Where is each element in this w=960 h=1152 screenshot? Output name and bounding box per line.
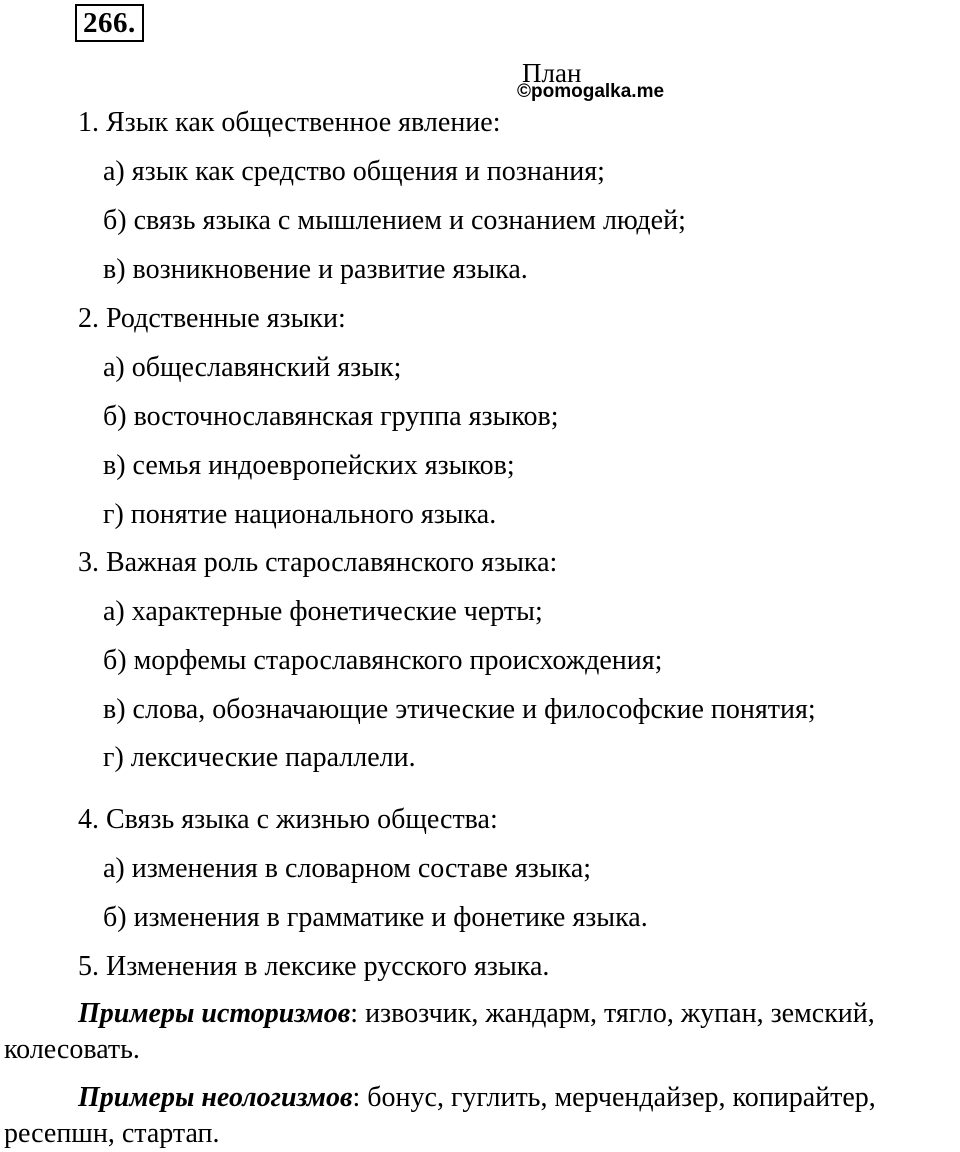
section-1-item-a: а) язык как средство общения и познания; xyxy=(103,156,605,187)
neologisms-term: Примеры неологизмов xyxy=(78,1082,353,1113)
plan-title: План xyxy=(522,58,582,88)
watermark: ©pomogalka.me xyxy=(517,81,665,102)
section-4-title: 4. Связь языка с жизнью общества: xyxy=(78,804,498,835)
section-2-item-d: г) понятие национального языка. xyxy=(103,499,497,530)
historisms-list: : извозчик, жандарм, тягло, жупан, земский, колесовать. xyxy=(4,998,875,1065)
section-3-item-c: в) слова, обозначающие этические и философские понятия; xyxy=(103,694,816,725)
section-2-item-c: в) семья индоевропейских языков; xyxy=(103,450,515,481)
historisms-term: Примеры историзмов xyxy=(78,998,351,1029)
section-1-title: 1. Язык как общественное явление: xyxy=(78,107,501,138)
section-4-item-a: а) изменения в словарном составе языка; xyxy=(103,853,592,884)
section-1-item-c: в) возникновение и развитие языка. xyxy=(103,254,528,285)
section-3-item-a: а) характерные фонетические черты; xyxy=(103,596,543,627)
section-2-title: 2. Родственные языки: xyxy=(78,303,346,334)
section-2-item-a: а) общеславянский язык; xyxy=(103,352,402,383)
section-4-item-b: б) изменения в грамматике и фонетике языка. xyxy=(103,902,648,933)
section-2-item-b: б) восточнославянская группа языков; xyxy=(103,401,559,432)
neologisms-paragraph xyxy=(4,1080,959,1152)
neologisms-list: : бонус, гуглить, мерчендайзер, копирайтер, ресепшн, стартап. xyxy=(4,1082,876,1149)
section-3-title: 3. Важная роль старославянского языка: xyxy=(78,547,558,578)
section-3-item-d: г) лексические параллели. xyxy=(103,742,416,773)
task-number-box: 266. xyxy=(75,4,144,42)
section-5-title: 5. Изменения в лексике русского языка. xyxy=(78,951,550,982)
section-3-item-b: б) морфемы старославянского происхождения; xyxy=(103,645,663,676)
section-1-item-b: б) связь языка с мышлением и сознанием людей; xyxy=(103,205,686,236)
historisms-paragraph xyxy=(4,996,959,1068)
